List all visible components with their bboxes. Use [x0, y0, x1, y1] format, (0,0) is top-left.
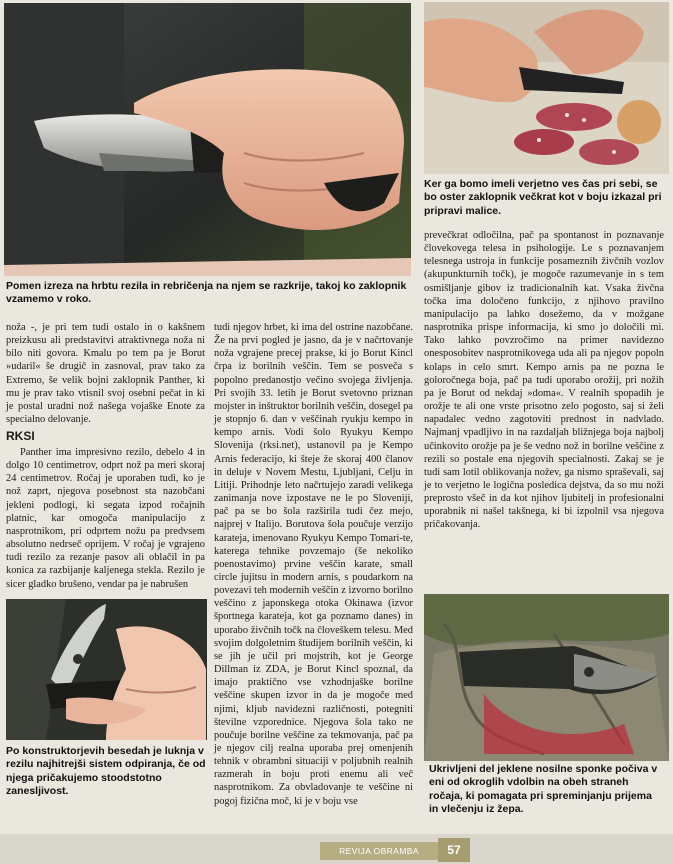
knife-opening-hole-photo — [6, 599, 207, 740]
paragraph: noža -, je pri tem tudi ostalo in o kakšnem preizkusu ali predstavitvi atraktivnega noža ni bilo niti govora. Kmalu po tem pa je Borut »udaril« še drugič in zasnoval, prav tako za Extremo, še velik bojni zaklopnik Panther, ki mu je prav tako vtisnil svoj osebni pečat in ki je postal uradni nož našega vojaške Enote za specialno delovanje. — [6, 322, 205, 426]
paragraph: tudi njegov hrbet, ki ima del ostrine nazobčane. Že na prvi pogled je jasno, da je v načrtovanje noža vgrajene precej prakse, ki jo Borut Kincl črpa iz borilnih veščin. Tem se posveča s popolno predanostjo večino svojega življenja. Pri svojih 33. letih je Borut svetovno priznan mojster in inštruktor borilnih veščin, dosegel pa je stopnjo 6. dan v veščinah ryukju kempo in kempo arnis. Vodi šolo Ryukyu Kempo Slovenija (rksi.net), ustanovil pa je Kempo Arnis federacijo, ki šteje že skoraj 400 članov in deluje v Novem Mestu, Ljubljani, Celju in Litiji. Prihodnje leto načrtujejo zaradi velikega zanimanja nove izpostave ne le po Sloveniji, pač pa se bo šola razširila tudi čez mejo, najprej v Italijo. Borutova šola poučuje verzijo karateja, imenovano Ryukyu Kempo Tomari-te, katerega tehnike povzemajo (še nekoliko poenostavimo) prvine veščin karate, small circle jujitsu in modern arnis, s poudarkom na povezavi teh modernih veščin z izvorno borilno veščino z japonskega otoka Okinawa (izvor športnega karateja, kot ga poznamo danes) in uporabo živčnih točk na človeškem telesu. Med svojim dolgoletnim študijem borilnih veščin, ki se jih je učil pri mojstrih, kot je George Dillman iz ZDA, je Borut Kincl spoznal, da imajo praktično vse vzhodnjaške borilne veščine skupen izvor in da je mogoče med njimi, kljub navidezni različnosti, potegniti številne vzporednice. Njegova šola tako ne poučuje borilne veščine za tekmovanja, pač pa je njegov cilj realna uporaba prej omenjenih tehnik v obrambni situaciji v poljubnih realnih razmerah in boju proti enemu ali več nasprotnikom. Za obvladovanje te veščine ni pogoj fizična moč, ki je v boju vse — [214, 322, 413, 807]
article-column-3 — [424, 229, 664, 532]
knife-grip-illustration — [4, 3, 411, 276]
caption-salami: Ker ga bomo imeli verjetno ves čas pri sebi, se bo oster zaklopnik večkrat kot v boju izkazal pri pripravi malice. — [424, 178, 662, 217]
salami-cutting-illustration — [424, 2, 669, 174]
section-heading: RKSI — [6, 429, 35, 443]
article-column-1 — [6, 321, 205, 426]
knife-opening-illustration — [6, 599, 207, 740]
knife-grip-photo — [4, 3, 411, 276]
page-number: 57 — [438, 838, 470, 862]
paragraph: Panther ima impresivno rezilo, debelo 4 in dolgo 10 centimetrov, odprt nož pa meri skoraj 24 centimetrov. Ročaj je uporaben tudi, ko je nož zaprt, njegova posebnost sta nazobčani jekleni podlogi, ki segata izpod ročajnih platnic, kar omogoča manipulacijo z nasprotnikom, pri odprtem nožu pa predvsem absolutno nedrseč oprijem. V ročaj je vgrajeno tudi rezilo za rezanje pasov ali oblačil in pa konica za razbijanje kaljenega stekla. Rezilo je sicer gladko brušeno, vendar pa je nabrušen — [6, 447, 205, 590]
salami-cutting-photo — [424, 2, 669, 174]
magazine-name: REVIJA OBRAMBA — [320, 842, 438, 860]
article-column-2 — [214, 321, 413, 808]
caption-opening-hole: Po konstruktorjevih besedah je luknja v rezilu najhitrejši sistem odpiranja, če od njega pričakujemo stoodstotno zanesljivost. — [6, 745, 206, 798]
article-column-1-continued — [6, 446, 205, 591]
paragraph: prevečkrat odločilna, pač pa spontanost in poznavanje človekovega telesa in psihologije. Le s poznavanjem telesnega ustroja in funkcije posameznih živčnih vozlov (akupunkturnih točk), je mogoče razumevanje in s tem osmišljanje gibov iz tradicionalnih kat. Vsaka živčna točka ima določeno funkcijo, z njihovo pravilno manipulacijo pa lahko dosežemo, da v možgane nasprotnika prispe informacija, ki smo jo določili mi. Tako lahko povzročimo na primer navidezno onesposobitev nasprotnikovega uda ali pa njegov popoln kolaps in celo smrt. Kempo arnis pa ne pozna le goloročnega boja, pač pa tudi uporabo orožij, pri nožih pa je Borut od nekdaj »doma«. V realnih spopadih je orožje te ali one vrste prisotno zelo pogosto, saj si želi napadalec vedno zagotoviti prednost in nadvlado. Najmanj vpadljivo in na razdaljah bližnjega boja najbolj učinkovito orožje pa je še vedno nož in borilne veščine z rezili so postale ena njegovih specialnosti. Zakaj se je tudi sam lotil oblikovanja nožev, ga nismo spraševali, saj je to verjetno le logična posledica dejstva, da so mu noži preprosto všeč in da kot njihov ljubitelj in profesionalni uporabnik ni našel takšnega, ki bi izpolnil vsa njegova pričakovanja. — [424, 230, 664, 531]
caption-tree-knife: Ukrivljeni del jeklene nosilne sponke počiva v eni od okroglih vdolbin na obeh straneh ročaja, ki pomagata pri spreminjanju prijema in vlečenju iz žepa. — [429, 763, 658, 816]
knife-on-tree-photo — [424, 594, 669, 761]
caption-knife-grip: Pomen izreza na hrbtu rezila in rebričenja na njem se razkrije, takoj ko zaklopnik vzamemo v roko. — [6, 280, 407, 306]
knife-on-tree-illustration — [424, 594, 669, 761]
